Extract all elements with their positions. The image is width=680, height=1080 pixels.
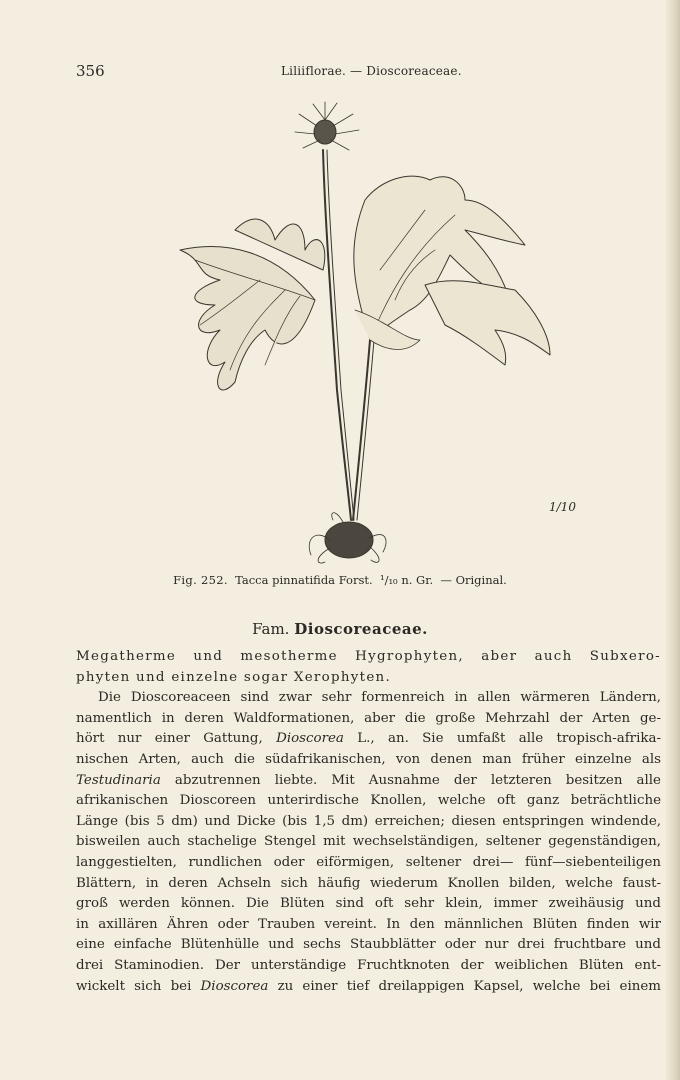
text-span: wickelt sich bei xyxy=(76,978,192,994)
body-line: drei Staminodien. Der unterständige Fruchtknoten der weiblichen Blüten ent- xyxy=(76,957,661,973)
inflorescence xyxy=(295,102,359,150)
fam-label: Fam. xyxy=(252,620,290,638)
right-leaf xyxy=(354,176,550,365)
body-line: langgestielten, rundlichen oder eiförmigen, seltener drei— fünf—siebenteiligen xyxy=(76,854,661,870)
body-line: in axillären Ähren oder Trauben vereint. In den männlichen Blüten finden wir xyxy=(76,916,661,932)
page-edge-shadow xyxy=(666,0,680,1080)
body-line xyxy=(76,977,661,998)
genus-name: Dioscorea xyxy=(200,978,269,994)
tacca-pinnatifida-drawing xyxy=(165,100,565,570)
page-number: 356 xyxy=(76,62,105,80)
leaf-petiole xyxy=(353,340,370,520)
page-header xyxy=(76,62,604,82)
caption-source: — Original. xyxy=(440,573,507,587)
caption-species: Tacca pinnatifida Forst. xyxy=(235,573,373,587)
scale-mark: 1/10 xyxy=(549,500,576,514)
text-span: abzutrennen liebte. Mit Ausnahme der letzteren besitzen alle xyxy=(174,772,661,788)
body-line: afrikanischen Dioscoreen unterirdische Knollen, welche oft ganz beträchtliche xyxy=(76,793,661,809)
body-line: Die Dioscoreaceen sind zwar sehr formenreich in allen wärmeren Ländern, xyxy=(98,690,661,706)
body-line: Megatherme und mesotherme Hygrophyten, aber auch Subxero- xyxy=(76,649,661,664)
body-line: namentlich in deren Waldformationen, aber die große Mehrzahl der Arten ge- xyxy=(76,710,661,726)
body-line: phyten und einzelne sogar Xerophyten. xyxy=(76,669,392,685)
plant-illustration xyxy=(165,100,576,570)
text-span: L., an. Sie umfaßt alle tropisch-afrika- xyxy=(357,731,661,747)
left-leaf xyxy=(180,219,325,390)
body-line xyxy=(76,771,661,792)
running-head: Liliiflorae. — Dioscoreaceae. xyxy=(281,64,462,78)
body-line: groß werden können. Die Blüten sind oft sehr klein, immer zweihäusig und xyxy=(76,896,661,912)
section-heading xyxy=(76,620,604,638)
caption-fig-number: Fig. 252. xyxy=(173,573,228,587)
body-line xyxy=(76,729,661,750)
body-line: Blättern, in deren Achseln sich häufig wiederum Knollen bilden, welche faust- xyxy=(76,875,661,891)
text-span: hört nur einer Gattung, xyxy=(76,731,263,747)
figure-caption xyxy=(76,573,604,587)
body-line: nischen Arten, auch die südafrikanischen, von denen man früher einzelne als xyxy=(76,751,661,767)
body-line: Länge (bis 5 dm) und Dicke (bis 1,5 dm) erreichen; diesen entspringen windende, xyxy=(76,813,661,829)
genus-name: Dioscorea xyxy=(276,731,344,747)
caption-scale: ¹/₁₀ n. Gr. xyxy=(379,573,434,587)
text-span: zu einer tief dreilappigen Kapsel, welche bei einem xyxy=(277,978,661,994)
genus-name: Testudinaria xyxy=(76,772,161,788)
body-line: eine einfache Blütenhülle und sechs Staubblätter oder nur drei fruchtbare und xyxy=(76,937,661,953)
body-line: bisweilen auch stachelige Stengel mit wechselständigen, seltener gegenständigen, xyxy=(76,834,661,850)
family-name: Dioscoreaceae. xyxy=(294,620,428,638)
tuber xyxy=(309,513,386,563)
body-text xyxy=(76,647,661,997)
